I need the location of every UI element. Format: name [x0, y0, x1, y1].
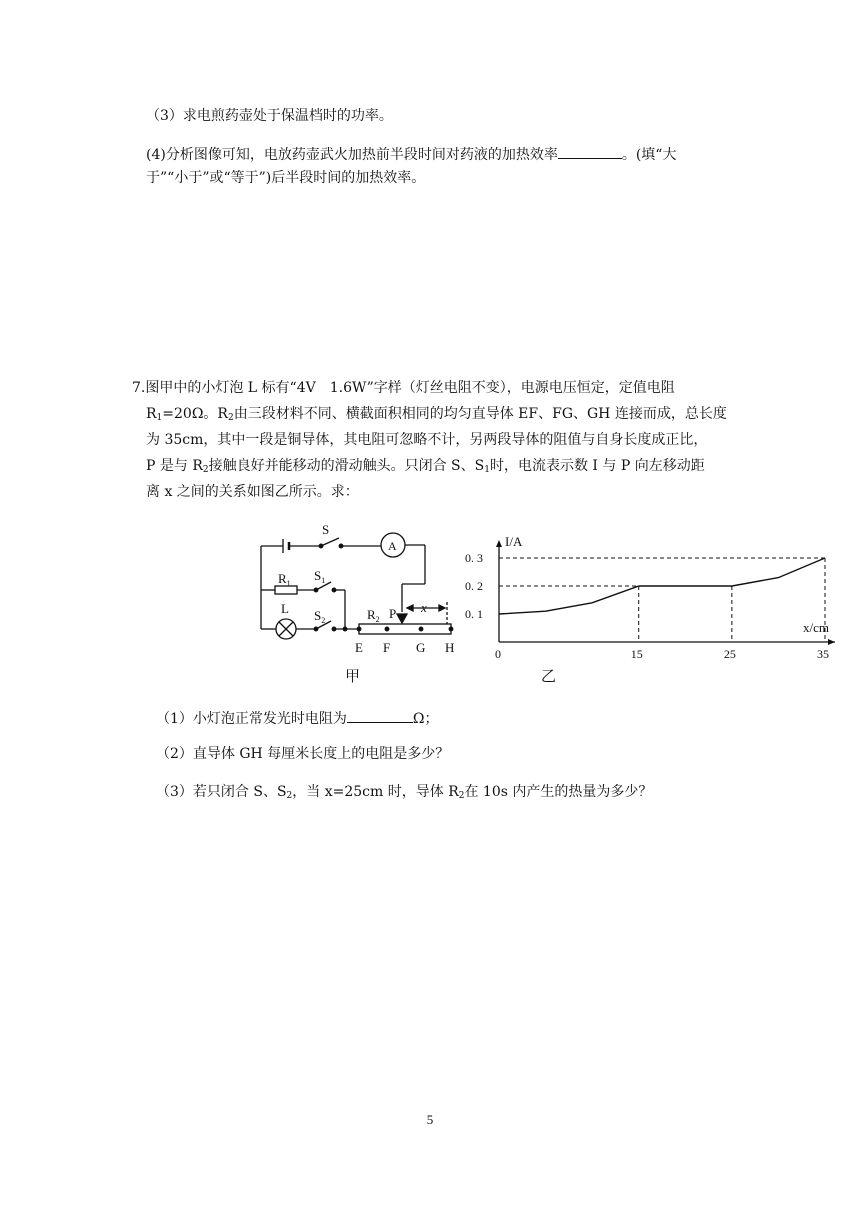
page-number: 5 [426, 1112, 434, 1127]
graph-chart [465, 534, 835, 685]
series-line-1 [499, 586, 639, 614]
x-axis-label: x/cm [803, 620, 829, 635]
x-tick-label: 35 [817, 647, 829, 661]
r2-label: $R_2$ [367, 607, 380, 624]
q6-part4: (4)分析图像可知，电放药壶武火加热前半段时间对药液的加热效率 。(填“大 [146, 144, 676, 165]
switch-s-blade [321, 538, 339, 546]
answer-blank[interactable] [558, 144, 622, 159]
x-axis-arrow [828, 639, 835, 645]
point-h-dot [449, 627, 453, 631]
y-tick-label: 0. 1 [465, 607, 483, 621]
point-e-dot [357, 627, 361, 631]
q6-part3: （3）求电煎药壶处于保温档时的功率。 [146, 108, 393, 124]
point-e-label: E [355, 640, 363, 655]
q7-sub1: （1）小灯泡正常发光时电阻为 Ω； [156, 708, 439, 729]
graph-caption: 乙 [541, 669, 557, 685]
y-tick-label: 0. 2 [465, 579, 483, 593]
r1-label: $R_1$ [278, 571, 291, 588]
x-tick-label: 25 [723, 647, 736, 661]
answer-blank[interactable] [347, 708, 413, 723]
point-f-dot [385, 627, 389, 631]
circuit-caption: 甲 [345, 669, 361, 685]
q6-part4-cont: 于”“小于”或“等于”)后半段时间的加热效率。 [146, 170, 426, 186]
y-axis-label: I/A [505, 534, 523, 549]
x-arrow-right [439, 605, 445, 611]
q7-stem-line1: 7.图甲中的小灯泡 L 标有“4V 1.6W”字样（灯丝电阻不变），电源电压恒定，定值电阻 [132, 380, 675, 396]
junction-dot [343, 627, 347, 631]
point-g-dot [419, 627, 423, 631]
slider-p-label: P [389, 606, 397, 621]
q7-stem-line4: P 是与 $R_2$接触良好并能移动的滑动触头。只闭合 S、$S_1$时，电流表示数 I 与 P 向左移动距 [146, 458, 705, 475]
x-tick-label: 0 [495, 647, 501, 661]
q7-stem-line3: 为 35cm，其中一段是铜导体，其电阻可忽略不计，另两段导体的阻值与自身长度成正比， [146, 432, 708, 448]
ammeter-label: A [388, 539, 397, 553]
figure-svg [255, 522, 829, 688]
figure [255, 522, 829, 688]
switch-s2-label: $S_2$ [314, 608, 326, 625]
slider-p-arrow [397, 614, 407, 623]
lamp-label: L [281, 601, 289, 616]
q7-sub2: （2）直导体 GH 每厘米长度上的电阻是多少？ [156, 746, 450, 762]
y-axis-arrow [496, 540, 502, 547]
q7-stem-line2: $R_1=20\Omega$。$R_2$由三段材料不同、横截面积相同的均匀直导体 EF、FG、GH 连接而成，总长度 [146, 406, 727, 423]
point-h-label: H [445, 640, 455, 655]
point-f-label: F [383, 640, 391, 655]
series-line-3 [732, 558, 825, 586]
r2-conductor [359, 624, 451, 634]
x-arrow-left [407, 605, 413, 611]
point-g-label: G [416, 640, 426, 655]
switch-s-label: S [322, 522, 330, 537]
y-tick-label: 0. 3 [465, 551, 483, 565]
q7-sub3: （3）若只闭合 S、$S_2$，当 x=25cm 时，导体 $R_2$在 10s 内产生的热量为多少？ [156, 784, 653, 801]
x-tick-label: 15 [630, 647, 643, 661]
q7-stem-line5: 离 x 之间的关系如图乙所示。求： [146, 484, 359, 500]
switch-s1-label: $S_1$ [314, 568, 326, 585]
x-label: x [421, 600, 427, 615]
